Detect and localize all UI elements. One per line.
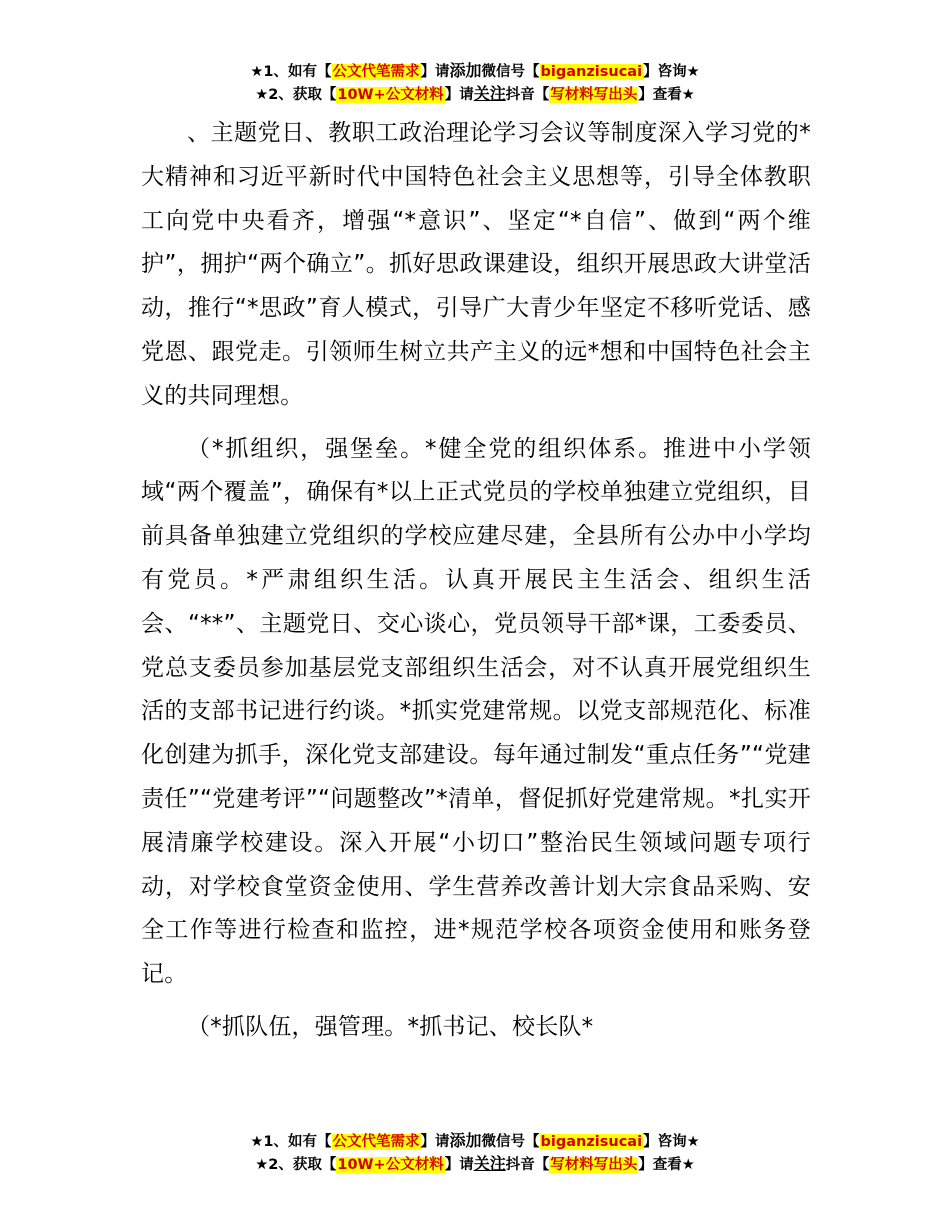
banner-text: 抖音【 (505, 1157, 550, 1173)
banner-text: 微信号【 (481, 64, 540, 80)
footer-banner (0, 1130, 950, 1176)
banner-text: 】查看★ (638, 87, 695, 103)
banner-text: 】请 (444, 87, 474, 103)
highlight-douyin-id: 写材料写出头 (550, 1157, 638, 1173)
banner-text: 】请 (444, 1157, 474, 1173)
banner-text: ★1、如有【 (250, 1134, 332, 1150)
footer-banner-line-1 (0, 1130, 950, 1153)
highlight-service: 公文代笔需求 (332, 64, 420, 80)
banner-text: 】请 (420, 64, 450, 80)
banner-text: 微信号【 (481, 1134, 540, 1150)
highlight-douyin-id: 写材料写出头 (550, 87, 638, 103)
header-banner-line-2 (0, 83, 950, 106)
header-banner-line-1 (0, 60, 950, 83)
footer-banner-line-2 (0, 1153, 950, 1176)
header-banner (0, 60, 950, 106)
banner-text: 抖音【 (505, 87, 550, 103)
highlight-wechat-id: biganzisucai (540, 64, 643, 80)
banner-text: 】查看★ (638, 1157, 695, 1173)
banner-emphasis: 添加 (449, 1131, 482, 1150)
highlight-service: 公文代笔需求 (332, 1134, 420, 1150)
banner-text: ★2、获取【 (255, 1157, 337, 1173)
paragraph-1: 、主题党日、教职工政治理论学习会议等制度深入学习党的*大精神和习近平新时代中国特色社会主义思想等，引导全体教职工向党中央看齐，增强“*意识”、坚定“*自信”、做到“两个维护”，拥护“两个确立”。抓好思政课建设，组织开展思政大讲堂活动，推行“*思政”育人模式，引导广大青少年坚定不移听党话、感党恩、跟党走。引领师生树立共产主义的远*想和中国特色社会主义的共同理想。 (141, 120, 811, 409)
highlight-wechat-id: biganzisucai (540, 1134, 643, 1150)
banner-text: ★1、如有【 (250, 64, 332, 80)
banner-text: 】咨询★ (643, 64, 700, 80)
document-body (141, 112, 811, 1050)
banner-text: 】请 (420, 1134, 450, 1150)
paragraph-3: （*抓队伍，强管理。*抓书记、校长队* (187, 1013, 594, 1040)
banner-text: ★2、获取【 (255, 87, 337, 103)
banner-emphasis: 关注 (473, 1154, 506, 1173)
banner-emphasis: 关注 (473, 84, 506, 103)
highlight-materials: 10W+公文材料 (337, 1157, 444, 1173)
banner-emphasis: 添加 (449, 61, 482, 80)
banner-text: 】咨询★ (643, 1134, 700, 1150)
paragraph-2: （*抓组织，强堡垒。*健全党的组织体系。推进中小学领域“两个覆盖”，确保有*以上正式党员的学校单独建立党组织，目前具备单独建立党组织的学校应建尽建，全县所有公办中小学均有党员。*严肃组织生活。认真开展民主生活会、组织生活会、“**”、主题党日、交心谈心，党员领导干部*课，工委委员、党总支委员参加基层党支部组织生活会，对不认真开展党组织生活的支部书记进行约谈。*抓实党建常规。以党支部规范化、标准化创建为抓手，深化党支部建设。每年通过制发“重点任务”“党建责任”“党建考评”“问题整改”*清单，督促抓好党建常规。*扎实开展清廉学校建设。深入开展“小切口”整治民生领域问题专项行动，对学校食堂资金使用、学生营养改善计划大宗食品采购、安全工作等进行检查和监控，进*规范学校各项资金使用和账务登记。 (141, 435, 811, 988)
highlight-materials: 10W+公文材料 (337, 87, 444, 103)
